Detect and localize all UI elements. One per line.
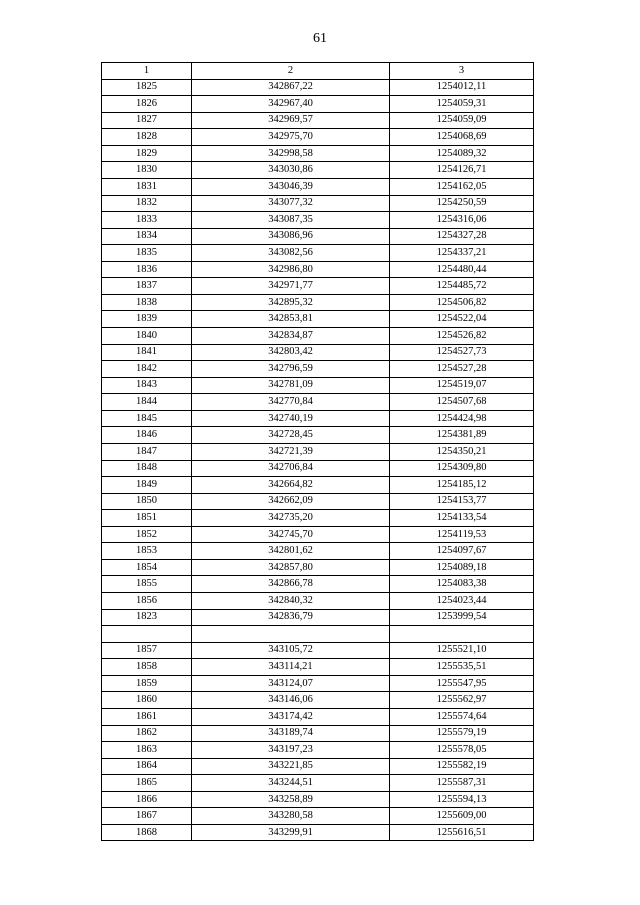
column-header-3: 3: [390, 63, 534, 80]
y-coordinate-cell: 1254519,07: [390, 377, 534, 394]
point-number-cell: 1826: [102, 96, 192, 113]
point-number-cell: 1846: [102, 427, 192, 444]
point-number-cell: 1843: [102, 377, 192, 394]
x-coordinate-cell: 342740,19: [192, 410, 390, 427]
table-row: [102, 791, 534, 808]
x-coordinate-cell: 342975,70: [192, 129, 390, 146]
table-row: [102, 377, 534, 394]
point-number-cell: 1835: [102, 245, 192, 262]
y-coordinate-cell: 1254083,38: [390, 576, 534, 593]
point-number-cell: 1849: [102, 477, 192, 494]
y-coordinate-cell: 1254133,54: [390, 510, 534, 527]
y-coordinate-cell: 1254527,28: [390, 361, 534, 378]
point-number-cell: 1842: [102, 361, 192, 378]
table-row: [102, 593, 534, 610]
x-coordinate-cell: 342728,45: [192, 427, 390, 444]
point-number-cell: 1853: [102, 543, 192, 560]
point-number-cell: 1864: [102, 758, 192, 775]
y-coordinate-cell: 1254522,04: [390, 311, 534, 328]
table-row: [102, 427, 534, 444]
y-coordinate-cell: 1255594,13: [390, 791, 534, 808]
x-coordinate-cell: 343087,35: [192, 212, 390, 229]
y-coordinate-cell: 1254059,09: [390, 112, 534, 129]
x-coordinate-cell: 342834,87: [192, 328, 390, 345]
x-coordinate-cell: 343280,58: [192, 808, 390, 825]
table-row: [102, 79, 534, 96]
x-coordinate-cell: 343189,74: [192, 725, 390, 742]
point-number-cell: 1848: [102, 460, 192, 477]
x-coordinate-cell: 342967,40: [192, 96, 390, 113]
y-coordinate-cell: 1254126,71: [390, 162, 534, 179]
point-number-cell: 1825: [102, 79, 192, 96]
table-row: [102, 228, 534, 245]
y-coordinate-cell: 1254059,31: [390, 96, 534, 113]
x-coordinate-cell: 343197,23: [192, 742, 390, 759]
table-row: [102, 708, 534, 725]
point-number-cell: 1854: [102, 559, 192, 576]
table-row: [102, 212, 534, 229]
table-row: [102, 626, 534, 643]
x-coordinate-cell: 342895,32: [192, 294, 390, 311]
y-coordinate-cell: [390, 626, 534, 643]
y-coordinate-cell: 1254023,44: [390, 593, 534, 610]
table-row: [102, 824, 534, 841]
table-row: [102, 460, 534, 477]
point-number-cell: 1866: [102, 791, 192, 808]
point-number-cell: 1844: [102, 394, 192, 411]
y-coordinate-cell: 1255547,95: [390, 675, 534, 692]
x-coordinate-cell: 342853,81: [192, 311, 390, 328]
point-number-cell: 1838: [102, 294, 192, 311]
table-row: [102, 493, 534, 510]
x-coordinate-cell: 343174,42: [192, 708, 390, 725]
table-row: [102, 742, 534, 759]
point-number-cell: 1850: [102, 493, 192, 510]
x-coordinate-cell: 342803,42: [192, 344, 390, 361]
table-row: [102, 162, 534, 179]
y-coordinate-cell: 1255562,97: [390, 692, 534, 709]
point-number-cell: 1823: [102, 609, 192, 626]
x-coordinate-cell: 342840,32: [192, 593, 390, 610]
x-coordinate-cell: 342836,79: [192, 609, 390, 626]
y-coordinate-cell: 1254068,69: [390, 129, 534, 146]
x-coordinate-cell: 343221,85: [192, 758, 390, 775]
y-coordinate-cell: 1254485,72: [390, 278, 534, 295]
table-row: [102, 410, 534, 427]
point-number-cell: 1834: [102, 228, 192, 245]
x-coordinate-cell: 342735,20: [192, 510, 390, 527]
point-number-cell: 1859: [102, 675, 192, 692]
table-row: [102, 294, 534, 311]
y-coordinate-cell: 1254350,21: [390, 443, 534, 460]
y-coordinate-cell: 1254381,89: [390, 427, 534, 444]
y-coordinate-cell: 1254316,06: [390, 212, 534, 229]
table-row: [102, 245, 534, 262]
point-number-cell: 1828: [102, 129, 192, 146]
point-number-cell: 1857: [102, 642, 192, 659]
x-coordinate-cell: 342801,62: [192, 543, 390, 560]
x-coordinate-cell: 342781,09: [192, 377, 390, 394]
x-coordinate-cell: 342745,70: [192, 526, 390, 543]
point-number-cell: 1861: [102, 708, 192, 725]
x-coordinate-cell: 342770,84: [192, 394, 390, 411]
point-number-cell: 1840: [102, 328, 192, 345]
table-body: [102, 79, 534, 841]
y-coordinate-cell: 1255578,05: [390, 742, 534, 759]
x-coordinate-cell: 343258,89: [192, 791, 390, 808]
x-coordinate-cell: 342969,57: [192, 112, 390, 129]
y-coordinate-cell: 1255609,00: [390, 808, 534, 825]
x-coordinate-cell: 343077,32: [192, 195, 390, 212]
y-coordinate-cell: 1254119,53: [390, 526, 534, 543]
x-coordinate-cell: 342971,77: [192, 278, 390, 295]
coordinates-table: [101, 62, 534, 841]
x-coordinate-cell: 343030,86: [192, 162, 390, 179]
point-number-cell: 1839: [102, 311, 192, 328]
table-row: [102, 477, 534, 494]
page-number: 61: [313, 31, 327, 46]
point-number-cell: 1832: [102, 195, 192, 212]
point-number-cell: 1860: [102, 692, 192, 709]
x-coordinate-cell: 342867,22: [192, 79, 390, 96]
y-coordinate-cell: 1253999,54: [390, 609, 534, 626]
table-row: [102, 543, 534, 560]
y-coordinate-cell: 1254337,21: [390, 245, 534, 262]
table-header-row: [102, 63, 534, 80]
y-coordinate-cell: 1255579,19: [390, 725, 534, 742]
point-number-cell: 1836: [102, 261, 192, 278]
table-row: [102, 576, 534, 593]
x-coordinate-cell: 343114,21: [192, 659, 390, 676]
point-number-cell: 1847: [102, 443, 192, 460]
table-row: [102, 526, 534, 543]
x-coordinate-cell: 342662,09: [192, 493, 390, 510]
y-coordinate-cell: 1254309,80: [390, 460, 534, 477]
y-coordinate-cell: 1254089,18: [390, 559, 534, 576]
y-coordinate-cell: 1254185,12: [390, 477, 534, 494]
point-number-cell: 1837: [102, 278, 192, 295]
y-coordinate-cell: 1254480,44: [390, 261, 534, 278]
table-row: [102, 808, 534, 825]
x-coordinate-cell: 342986,80: [192, 261, 390, 278]
x-coordinate-cell: 343124,07: [192, 675, 390, 692]
point-number-cell: 1829: [102, 145, 192, 162]
y-coordinate-cell: 1254526,82: [390, 328, 534, 345]
x-coordinate-cell: 342706,84: [192, 460, 390, 477]
point-number-cell: 1856: [102, 593, 192, 610]
y-coordinate-cell: 1254506,82: [390, 294, 534, 311]
point-number-cell: 1863: [102, 742, 192, 759]
y-coordinate-cell: 1254089,32: [390, 145, 534, 162]
point-number-cell: 1855: [102, 576, 192, 593]
table-row: [102, 361, 534, 378]
x-coordinate-cell: 343105,72: [192, 642, 390, 659]
table-row: [102, 725, 534, 742]
column-header-2: 2: [192, 63, 390, 80]
table-row: [102, 96, 534, 113]
x-coordinate-cell: 343086,96: [192, 228, 390, 245]
y-coordinate-cell: 1254424,98: [390, 410, 534, 427]
point-number-cell: 1867: [102, 808, 192, 825]
table-row: [102, 443, 534, 460]
x-coordinate-cell: [192, 626, 390, 643]
x-coordinate-cell: 343299,91: [192, 824, 390, 841]
table-row: [102, 675, 534, 692]
table-row: [102, 145, 534, 162]
point-number-cell: [102, 626, 192, 643]
table-row: [102, 195, 534, 212]
y-coordinate-cell: 1254327,28: [390, 228, 534, 245]
table-row: [102, 559, 534, 576]
y-coordinate-cell: 1254012,11: [390, 79, 534, 96]
point-number-cell: 1827: [102, 112, 192, 129]
y-coordinate-cell: 1254527,73: [390, 344, 534, 361]
point-number-cell: 1833: [102, 212, 192, 229]
y-coordinate-cell: 1255616,51: [390, 824, 534, 841]
point-number-cell: 1830: [102, 162, 192, 179]
table-row: [102, 328, 534, 345]
point-number-cell: 1851: [102, 510, 192, 527]
table-row: [102, 758, 534, 775]
y-coordinate-cell: 1255521,10: [390, 642, 534, 659]
x-coordinate-cell: 343046,39: [192, 178, 390, 195]
table-row: [102, 692, 534, 709]
point-number-cell: 1865: [102, 775, 192, 792]
table-row: [102, 261, 534, 278]
y-coordinate-cell: 1255535,51: [390, 659, 534, 676]
column-header-1: 1: [102, 63, 192, 80]
table-row: [102, 642, 534, 659]
x-coordinate-cell: 343082,56: [192, 245, 390, 262]
table-row: [102, 344, 534, 361]
table-row: [102, 311, 534, 328]
point-number-cell: 1831: [102, 178, 192, 195]
x-coordinate-cell: 342721,39: [192, 443, 390, 460]
table-row: [102, 394, 534, 411]
table-row: [102, 178, 534, 195]
x-coordinate-cell: 342664,82: [192, 477, 390, 494]
y-coordinate-cell: 1254153,77: [390, 493, 534, 510]
table-row: [102, 659, 534, 676]
table-row: [102, 129, 534, 146]
x-coordinate-cell: 342866,78: [192, 576, 390, 593]
table-row: [102, 609, 534, 626]
y-coordinate-cell: 1255582,19: [390, 758, 534, 775]
y-coordinate-cell: 1254507,68: [390, 394, 534, 411]
x-coordinate-cell: 342796,59: [192, 361, 390, 378]
x-coordinate-cell: 343146,06: [192, 692, 390, 709]
table-row: [102, 278, 534, 295]
y-coordinate-cell: 1254097,67: [390, 543, 534, 560]
table-row: [102, 510, 534, 527]
y-coordinate-cell: 1255574,64: [390, 708, 534, 725]
y-coordinate-cell: 1255587,31: [390, 775, 534, 792]
point-number-cell: 1845: [102, 410, 192, 427]
x-coordinate-cell: 342998,58: [192, 145, 390, 162]
table-row: [102, 112, 534, 129]
point-number-cell: 1862: [102, 725, 192, 742]
point-number-cell: 1852: [102, 526, 192, 543]
point-number-cell: 1858: [102, 659, 192, 676]
point-number-cell: 1868: [102, 824, 192, 841]
y-coordinate-cell: 1254250,59: [390, 195, 534, 212]
x-coordinate-cell: 342857,80: [192, 559, 390, 576]
y-coordinate-cell: 1254162,05: [390, 178, 534, 195]
point-number-cell: 1841: [102, 344, 192, 361]
table-row: [102, 775, 534, 792]
x-coordinate-cell: 343244,51: [192, 775, 390, 792]
